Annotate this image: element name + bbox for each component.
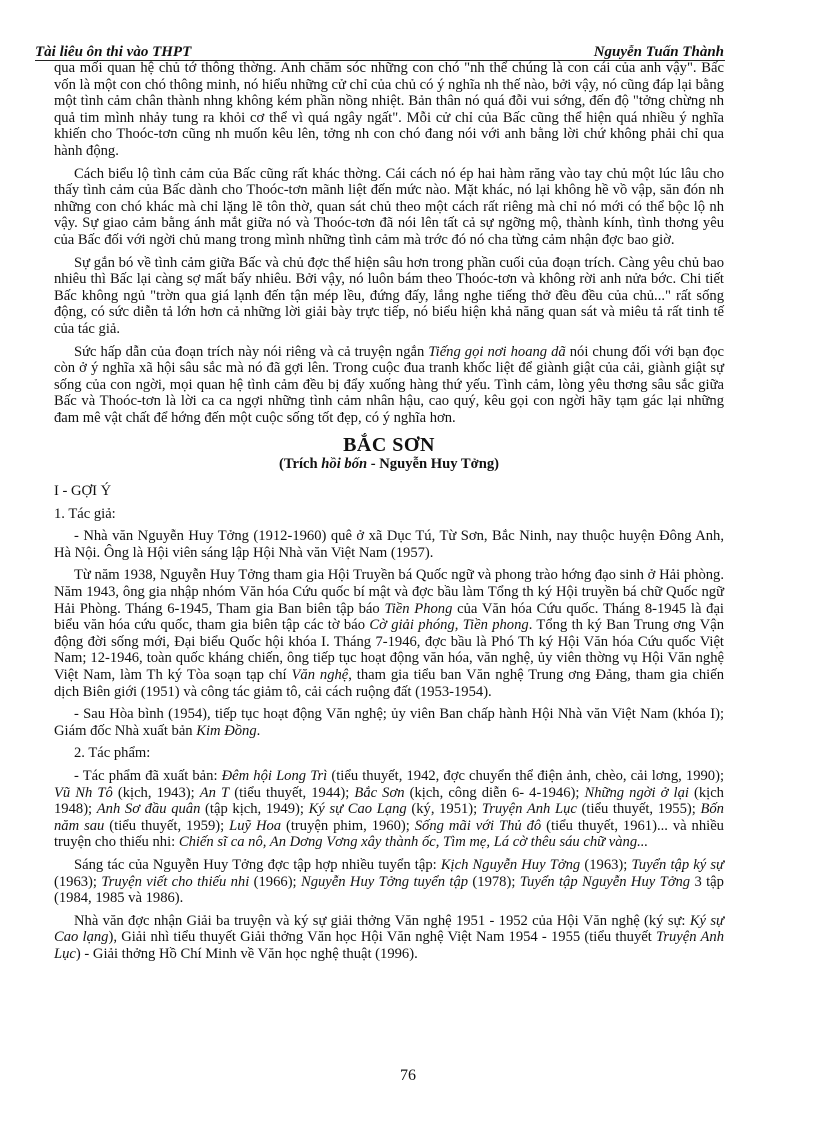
paragraph: - Tác phẩm đã xuất bản: Đêm hội Long Trì (tiểu thuyết, 1942, đợc chuyển thể điện ảnh, chèo, cải lơng, 1990); Vũ Nh Tô (kịch, 1943); An T (tiểu thuyết, 1944); Bắc Sơn (kịch, công diễn 6- 4-1946); Những ngời ở lại (kịch 1948); Anh Sơ đầu quân (tập kịch, 1949); Ký sự Cao Lạng (ký, 1951); Truyện Anh Lục (tiểu thuyết, 1955); Bốn năm sau (tiểu thuyết, 1959); Luỹ Hoa (truyện phim, 1960); Sống mãi với Thủ đô (tiểu thuyết, 1961)... và nhiều truyện cho thiếu nhi: Chiến sĩ ca nô, An Dơng Vơng xây thành ốc, Tìm mẹ, Lá cờ thêu sáu chữ vàng...: [54, 767, 725, 851]
section-heading: I - GỢI Ý: [54, 483, 112, 500]
paragraph: Từ năm 1938, Nguyễn Huy Tởng tham gia Hội Truyền bá Quốc ngữ và phong trào hớng đạo sinh ở Hải phòng. Năm 1943, ông gia nhập nhóm Văn hóa Cứu quốc bí mật và đợc bầu làm Tổng th ký Hội truyền bá chữ Quốc ngữ Hải Phòng. Tháng 6-1945, Tham gia Ban biên tập báo Tiền Phong của Văn hóa Cứu quốc. Tháng 8-1945 là đại biểu văn hóa cứu quốc, tham gia biên tập các tờ báo Cờ giải phóng, Tiền phong. Tổng th ký Ban Trung ơng Vận động đời sống mới, Đại biểu Quốc hội khóa I. Tháng 7-1946, đợc bầu là Phó Th ký Hội Văn hóa Cứu quốc Việt Nam; 12-1946, toàn quốc kháng chiến, ông tiếp tục hoạt động văn hóa, văn nghệ, ủy viên thờng vụ Hội Văn nghệ Việt Nam, làm Th ký Tòa soạn tạp chí Văn nghệ, tham gia tiểu ban Văn nghệ Trung ơng Đảng, tham gia chiến dịch Biên giới (1951) và công tác giảm tô, cải cách ruộng đất (1953-1954).: [54, 567, 724, 700]
subsection-heading: 2. Tác phẩm:: [74, 745, 151, 762]
paragraph: - Nhà văn Nguyễn Huy Tởng (1912-1960) quê ở xã Dục Tú, Từ Sơn, Bắc Ninh, nay thuộc huyện Đông Anh, Hà Nội. Ông là Hội viên sáng lập Hội Nhà văn Việt Nam (1957).: [54, 528, 724, 561]
paragraph: Sức hấp dẫn của đoạn trích này nói riêng và cả truyện ngắn Tiếng gọi nơi hoang dã nói chung đối với bạn đọc còn ở ý nghĩa xã hội sâu sắc mà nó đã gợi lên. Trong cuộc đua tranh khốc liệt để giành giật của cải, giành giật sự sống của con ngời, mọi quan hệ tình cảm đều bị đẩy xuống hàng thứ yếu. Tình cảm, lòng yêu thơng sâu sắc giữa Bấc và Thoóc-tơn là lời ca ca ngợi những tình cảm nhân hậu, cao quý, kêu gọi con ngời hãy tạm gác lại những đam mê vật chất để hớng đến một cuộc sống tốt đẹp, có ý nghĩa hơn.: [54, 343, 724, 426]
section-title: BẮC SƠN: [343, 434, 435, 457]
header-left: Tài liêu ôn thi vào THPT: [35, 44, 192, 60]
header-right: Nguyễn Tuấn Thành: [593, 44, 724, 60]
body-text: [54, 60, 724, 969]
paragraph: Sự gắn bó về tình cảm giữa Bấc và chủ đợc thể hiện sâu hơn trong phần cuối của đoạn trích. Càng yêu chủ bao nhiêu thì Bấc lại càng sợ mất bấy nhiêu. Bởi vậy, nó luôn bám theo Thoóc-tơn và không rời anh nửa bớc. Chi tiết Bấc không ngủ "trờn qua giá lạnh đến tận mép lều, đứng đấy, lắng nghe tiếng thở đều đều của chủ..." rất sống động, có sức diễn tả lớn hơn cả những lời giải bày trực tiếp, nó biểu hiện khả năng quan sát và miêu tả rất tinh tế của tác giả.: [54, 254, 724, 337]
paragraph: Cách biểu lộ tình cảm của Bấc cũng rất khác thờng. Cái cách nó ép hai hàm răng vào tay chủ một lúc lâu cho thấy tình cảm của Bấc dành cho Thoóc-tơn mãnh liệt đến mức nào. Mặt khác, nó lại không hề vồ vập, săn đón nh những con chó khác mà chỉ lặng lẽ tôn thờ, quan sát chủ theo một cách rất riêng mà chỉ nó mới có thể bộc lộ nh vậy. Sự giao cảm bằng ánh mắt giữa nó và Thoóc-tơn đã nói lên tất cả sự ngỡng mộ, thành kính, tình thơng yêu của Bấc đối với ngời chủ mang trong mình những tình cảm mà trớc đó nó cha từng cảm nhận đợc bao giờ.: [54, 165, 724, 248]
paragraph: Sáng tác của Nguyễn Huy Tởng đợc tập hợp nhiều tuyển tập: Kịch Nguyễn Huy Tởng (1963); Tuyển tập ký sự (1963); Truyện viết cho thiếu nhi (1966); Nguyễn Huy Tởng tuyển tập (1978); Tuyển tập Nguyễn Huy Tởng 3 tập (1984, 1985 và 1986).: [54, 856, 724, 907]
paragraph: Nhà văn đợc nhận Giải ba truyện và ký sự giải thởng Văn nghệ 1951 - 1952 của Hội Văn nghệ (ký sự: Ký sự Cao lạng), Giải nhì tiểu thuyết Giải thởng Văn học Hội Văn nghệ Việt Nam 1954 - 1955 (tiểu thuyết Truyện Anh Lục) - Giải thởng Hồ Chí Minh về Văn học nghệ thuật (1996).: [54, 912, 725, 962]
page-number: 76: [400, 1067, 416, 1084]
section-subtitle: (Trích hồi bốn - Nguyễn Huy Tởng): [278, 456, 499, 473]
paragraph: - Sau Hòa bình (1954), tiếp tục hoạt động Văn nghệ; ủy viên Ban chấp hành Hội Nhà văn Việt Nam (khóa I); Giám đốc Nhà xuất bản Kim Đồng.: [54, 706, 724, 739]
paragraph: qua mối quan hệ chủ tớ thông thờng. Anh chăm sóc những con chó "nh thể chúng là con cái của anh vậy". Bấc vốn là một con chó thông minh, nó hiểu những cử chỉ của chủ có ý nghĩa nh thế nào, bởi vậy, nó cũng đáp lại bằng một tình cảm chân thành nhng không kém phần nồng nhiệt. Bản thân nó quá đỗi vui sớng, đến độ "tởng chừng nh quả tim mình nhảy tung ra khỏi cơ thể vì quá ngây ngất". Mỗi cử chỉ của Bấc cũng thể hiện quá nhiều ý nghĩa khiến cho Thoóc-tơn cũng nh muốn kêu lên, tởng nh con chó đang nói với anh bằng lời chứ không phải chỉ qua hành động.: [54, 60, 724, 159]
subsection-heading: 1. Tác giả:: [54, 505, 116, 522]
